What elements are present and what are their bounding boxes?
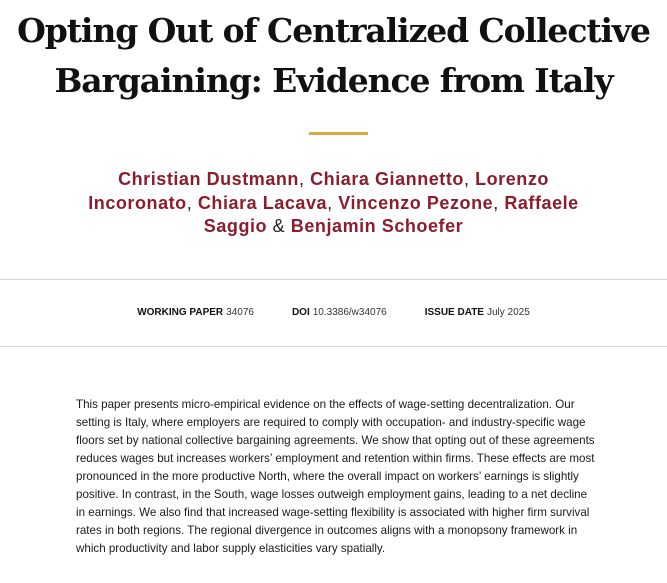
issue-date-label: ISSUE DATE — [424, 307, 484, 318]
doi-label: DOI — [291, 307, 310, 318]
title-accent-divider — [309, 132, 368, 135]
meta-top-divider — [0, 279, 667, 280]
doi-value[interactable]: 10.3386/w34076 — [312, 307, 387, 318]
author-link-lorenzo-incoronato[interactable]: Lorenzo Incoronato — [88, 169, 549, 213]
page-title: Opting Out of Centralized Collective Bargaining: Evidence from Italy — [17, 11, 650, 100]
paper-metadata-bar — [0, 306, 667, 320]
author-list — [80, 168, 587, 239]
author-link-christian-dustmann[interactable]: Christian Dustmann — [118, 169, 299, 189]
author-link-benjamin-schoefer[interactable]: Benjamin Schoefer — [290, 216, 464, 236]
author-link-raffaele-saggio[interactable]: Raffaele Saggio — [203, 192, 579, 236]
meta-bottom-divider — [0, 346, 667, 347]
author-link-vincenzo-pezone[interactable]: Vincenzo Pezone — [338, 192, 494, 213]
author-separator: , — [493, 192, 499, 213]
author-separator: , — [327, 192, 333, 213]
author-separator: , — [298, 169, 305, 189]
issue-date-value: July 2025 — [486, 307, 530, 318]
author-separator: , — [186, 192, 193, 213]
doi — [292, 306, 387, 320]
abstract-text: This paper presents micro-empirical evidence on the effects of wage-setting decentralization. Our setting is Italy, where employers are required to comply with occupation- and industry-specific wage floors set by national collective bargaining agreements. We show that opting out of these agreements reduces wages but increases workers’ employment and retention within firms. These effects are most pronounced in the more productive North, where the overall impact on workers’ earnings is slightly positive. In contrast, in the South, wage losses outweigh employment gains, leading to a net decline in earnings. We also find that increased wage-setting flexibility is associated with higher firm survival rates in both regions. The regional divergence in outcomes aligns with a monopsony framework in which productivity and labor supply elasticities vary spatially. — [76, 398, 595, 555]
author-separator-and: & — [272, 216, 286, 236]
author-separator: , — [463, 169, 470, 189]
working-paper-label: WORKING PAPER — [137, 307, 224, 318]
issue-date — [425, 306, 530, 320]
author-link-chiara-lacava[interactable]: Chiara Lacava — [197, 192, 328, 213]
author-link-chiara-giannetto[interactable]: Chiara Giannetto — [310, 169, 464, 189]
working-paper-value: 34076 — [226, 307, 254, 318]
working-paper-number — [137, 306, 254, 320]
